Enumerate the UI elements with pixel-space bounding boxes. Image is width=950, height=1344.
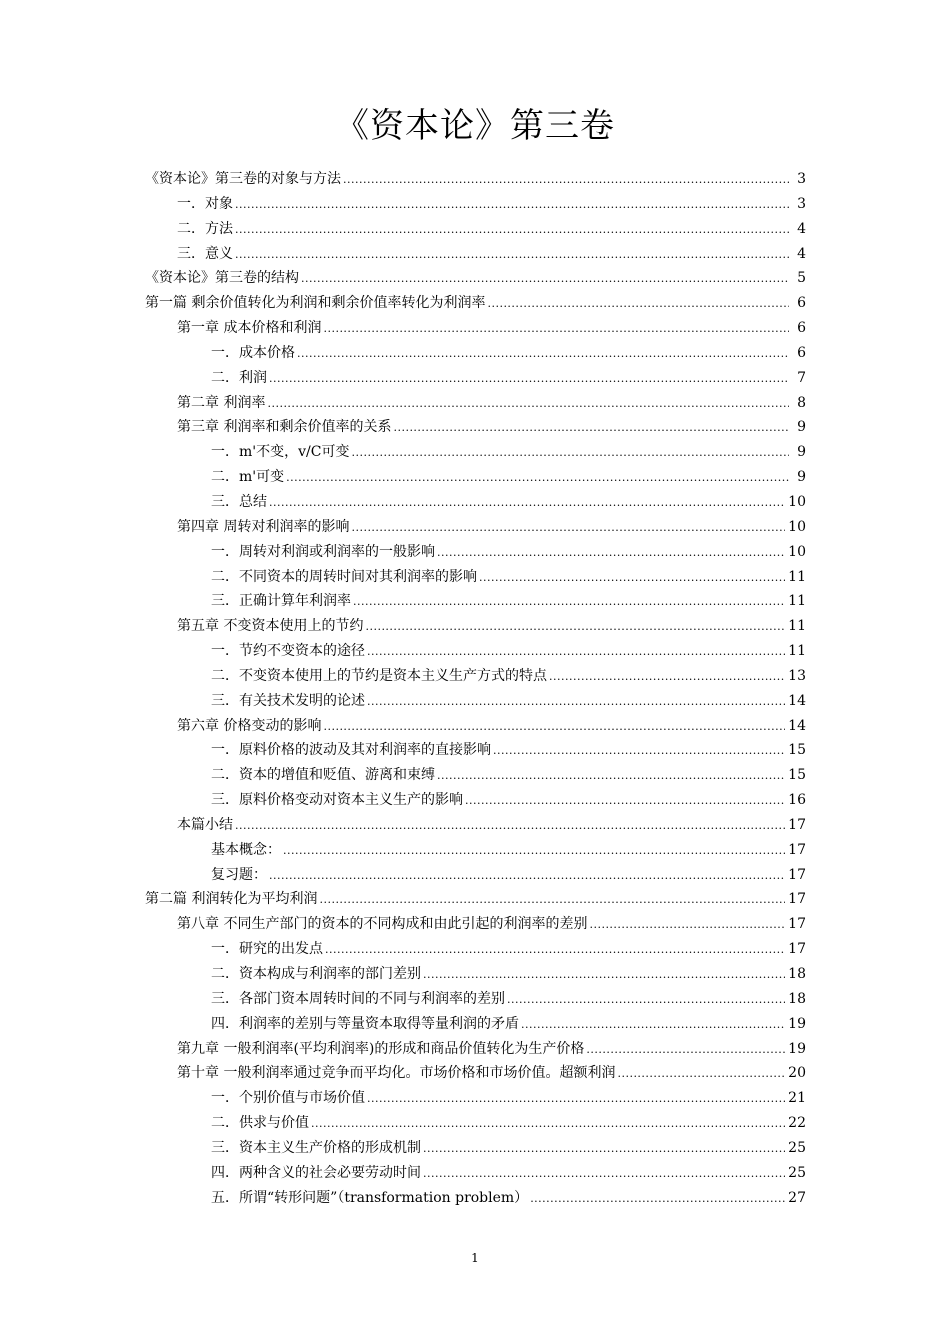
toc-entry-label: 第五章 不变资本使用上的节约 xyxy=(177,618,364,635)
toc-entry-page-number: 18 xyxy=(788,966,806,982)
toc-entry-page-number: 6 xyxy=(797,295,806,312)
toc-dot-leader xyxy=(269,491,785,516)
toc-dot-leader xyxy=(479,566,785,591)
toc-entry-page-number: 19 xyxy=(788,1015,806,1032)
toc-dot-leader xyxy=(617,1062,785,1087)
toc-entry-label: 第一章 成本价格和利润 xyxy=(177,320,322,337)
toc-entry-page-number: 22 xyxy=(788,1115,806,1132)
toc-dot-leader xyxy=(530,1187,785,1212)
toc-dot-leader xyxy=(325,938,785,963)
toc-dot-leader xyxy=(586,1038,785,1063)
toc-dot-leader xyxy=(235,218,789,243)
toc-entry[interactable] xyxy=(0,366,950,391)
toc-dot-leader xyxy=(423,1162,785,1187)
toc-dot-leader xyxy=(589,913,785,938)
toc-dot-leader xyxy=(487,292,789,317)
toc-entry-line xyxy=(177,192,806,218)
toc-entry-label: 二．方法 xyxy=(177,220,233,237)
toc-entry-page-number: 19 xyxy=(788,1040,806,1057)
toc-entry-line xyxy=(211,1086,806,1112)
toc-entry-line xyxy=(211,490,806,516)
toc-entry[interactable] xyxy=(0,440,950,465)
toc-dot-leader xyxy=(353,590,785,615)
toc-entry-label: 二．资本的增值和贬值、游离和束缚 xyxy=(211,767,435,784)
toc-entry-label: 第九章 一般利润率(平均利润率)的形成和商品价值转化为生产价格 xyxy=(177,1040,585,1057)
toc-entry-label: 二．不变资本使用上的节约是资本主义生产方式的特点 xyxy=(211,667,547,684)
toc-entry-line xyxy=(177,714,806,740)
toc-entry[interactable] xyxy=(0,589,950,614)
toc-entry-line xyxy=(177,415,806,441)
toc-entry[interactable] xyxy=(0,987,950,1012)
toc-entry[interactable] xyxy=(0,1186,950,1211)
toc-dot-leader xyxy=(351,516,785,541)
toc-dot-leader xyxy=(549,665,785,690)
toc-entry[interactable] xyxy=(0,962,950,987)
toc-entry-label: 一．m'不变，v/C可变 xyxy=(211,444,350,461)
toc-entry-label: 复习题： xyxy=(211,866,267,883)
toc-entry-line xyxy=(211,689,806,715)
toc-entry-line xyxy=(211,1111,806,1137)
toc-dot-leader xyxy=(437,541,785,566)
table-of-contents xyxy=(0,167,950,1210)
toc-entry[interactable] xyxy=(0,341,950,366)
toc-dot-leader xyxy=(367,640,785,665)
toc-entry-line xyxy=(177,614,806,640)
toc-entry-label: 五．所谓“转形问题”（transformation problem） xyxy=(211,1189,529,1206)
toc-entry-label: 第六章 价格变动的影响 xyxy=(177,717,322,734)
toc-entry[interactable] xyxy=(0,415,950,440)
document-title: 《资本论》第三卷 xyxy=(335,106,615,146)
toc-entry-line xyxy=(211,1136,806,1162)
toc-entry-line xyxy=(177,391,806,417)
toc-entry-page-number: 11 xyxy=(788,618,806,635)
toc-entry-line xyxy=(211,987,806,1013)
toc-entry-line xyxy=(211,863,806,889)
toc-entry[interactable] xyxy=(0,1012,950,1037)
toc-entry-label: 三．原料价格变动对资本主义生产的影响 xyxy=(211,792,463,809)
toc-entry-label: 一．原料价格的波动及其对利润率的直接影响 xyxy=(211,742,491,759)
toc-entry-page-number: 7 xyxy=(797,369,806,386)
toc-entry-label: 第四章 周转对利润率的影响 xyxy=(177,518,350,535)
toc-dot-leader xyxy=(493,739,785,764)
toc-entry-label: 二．资本构成与利润率的部门差别 xyxy=(211,966,421,982)
toc-entry-line xyxy=(211,465,806,491)
toc-entry-page-number: 13 xyxy=(788,667,806,684)
toc-entry-page-number: 5 xyxy=(797,270,806,287)
toc-entry-label: 一．周转对利润或利润率的一般影响 xyxy=(211,543,435,560)
toc-entry-label: 三．意义 xyxy=(177,245,233,262)
toc-entry[interactable] xyxy=(0,515,950,540)
toc-dot-leader xyxy=(283,839,785,864)
toc-entry[interactable] xyxy=(0,614,950,639)
toc-entry-page-number: 10 xyxy=(788,493,806,510)
toc-entry-line xyxy=(211,440,806,466)
toc-dot-leader xyxy=(323,317,789,342)
toc-entry-line xyxy=(177,217,806,243)
toc-entry-page-number: 14 xyxy=(788,692,806,709)
toc-entry-line xyxy=(211,1186,806,1212)
toc-entry[interactable] xyxy=(0,887,950,912)
toc-entry[interactable] xyxy=(0,714,950,739)
toc-entry-page-number: 4 xyxy=(797,220,806,237)
toc-entry-page-number: 25 xyxy=(788,1164,806,1181)
toc-dot-leader xyxy=(365,615,785,640)
toc-entry-line xyxy=(211,738,806,764)
toc-entry-label: 《资本论》第三卷的结构 xyxy=(145,270,299,287)
toc-entry-line xyxy=(211,565,806,591)
toc-dot-leader xyxy=(465,789,785,814)
toc-dot-leader xyxy=(311,1112,785,1137)
toc-entry-label: 四．两种含义的社会必要劳动时间 xyxy=(211,1164,421,1181)
toc-entry-label: 第一篇 剩余价值转化为利润和剩余价值率转化为利润率 xyxy=(145,295,486,312)
toc-dot-leader xyxy=(437,764,785,789)
toc-entry-page-number: 21 xyxy=(788,1090,806,1107)
toc-entry-label: 第十章 一般利润率通过竞争而平均化。市场价格和市场价值。超额利润 xyxy=(177,1065,616,1082)
toc-entry-label: 本篇小结 xyxy=(177,816,233,833)
toc-entry-line xyxy=(211,589,806,615)
toc-entry-label: 二．不同资本的周转时间对其利润率的影响 xyxy=(211,568,477,585)
toc-entry-page-number: 11 xyxy=(788,568,806,585)
toc-entry-line xyxy=(177,515,806,541)
toc-entry-line xyxy=(177,1037,806,1063)
toc-entry-label: 一．个别价值与市场价值 xyxy=(211,1090,365,1107)
toc-dot-leader xyxy=(423,963,785,988)
toc-entry[interactable] xyxy=(0,1161,950,1186)
toc-entry[interactable] xyxy=(0,167,950,192)
toc-entry-page-number: 10 xyxy=(788,518,806,535)
toc-entry-page-number: 6 xyxy=(797,344,806,361)
toc-entry-label: 一．节约不变资本的途径 xyxy=(211,643,365,660)
toc-entry-line xyxy=(211,366,806,392)
page-number: 1 xyxy=(471,1251,479,1265)
toc-dot-leader xyxy=(423,1137,785,1162)
toc-dot-leader xyxy=(235,243,789,268)
toc-entry[interactable] xyxy=(0,291,950,316)
toc-entry[interactable] xyxy=(0,1061,950,1086)
toc-entry-line xyxy=(211,838,806,864)
toc-dot-leader xyxy=(367,690,785,715)
toc-entry[interactable] xyxy=(0,1136,950,1161)
toc-entry-page-number: 16 xyxy=(788,792,806,809)
toc-entry-label: 二．利润 xyxy=(211,369,267,386)
toc-entry-label: 《资本论》第三卷的对象与方法 xyxy=(145,171,341,187)
toc-entry-label: 第二章 利润率 xyxy=(177,394,266,411)
toc-entry-line xyxy=(211,1161,806,1187)
toc-dot-leader xyxy=(367,1087,785,1112)
toc-entry-line xyxy=(145,167,806,193)
toc-entry[interactable] xyxy=(0,266,950,291)
toc-entry-line xyxy=(211,664,806,690)
toc-entry[interactable] xyxy=(0,1111,950,1136)
toc-entry-line xyxy=(177,813,806,839)
toc-entry-page-number: 17 xyxy=(788,941,806,958)
toc-entry-page-number: 17 xyxy=(788,916,806,933)
toc-entry[interactable] xyxy=(0,937,950,962)
toc-entry-page-number: 17 xyxy=(788,841,806,858)
toc-dot-leader xyxy=(235,193,789,218)
toc-entry-page-number: 9 xyxy=(797,444,806,461)
toc-dot-leader xyxy=(393,416,789,441)
toc-entry-label: 二．供求与价值 xyxy=(211,1115,309,1132)
toc-dot-leader xyxy=(297,342,789,367)
toc-entry-label: 第二篇 利润转化为平均利润 xyxy=(145,891,318,908)
toc-entry[interactable] xyxy=(0,763,950,788)
toc-dot-leader xyxy=(323,715,785,740)
toc-entry-page-number: 15 xyxy=(788,767,806,784)
toc-entry-line xyxy=(145,887,806,913)
toc-entry[interactable] xyxy=(0,664,950,689)
toc-entry[interactable] xyxy=(0,565,950,590)
toc-entry-page-number: 11 xyxy=(788,643,806,660)
toc-entry[interactable] xyxy=(0,316,950,341)
toc-entry-line xyxy=(145,266,806,292)
toc-entry[interactable] xyxy=(0,217,950,242)
toc-entry-page-number: 17 xyxy=(788,816,806,833)
toc-entry[interactable] xyxy=(0,391,950,416)
toc-entry[interactable] xyxy=(0,639,950,664)
toc-entry-line xyxy=(177,242,806,268)
toc-entry[interactable] xyxy=(0,738,950,763)
toc-dot-leader xyxy=(267,392,789,417)
toc-entry-label: 第八章 不同生产部门的资本的不同构成和由此引起的利润率的差别 xyxy=(177,916,588,933)
toc-entry-page-number: 9 xyxy=(797,469,806,486)
toc-dot-leader xyxy=(343,168,789,193)
toc-entry-label: 三．资本主义生产价格的形成机制 xyxy=(211,1139,421,1156)
toc-entry-page-number: 18 xyxy=(788,990,806,1007)
toc-entry-label: 一．对象 xyxy=(177,195,233,212)
toc-entry[interactable] xyxy=(0,490,950,515)
toc-entry-line xyxy=(211,763,806,789)
toc-entry-label: 一．成本价格 xyxy=(211,344,295,361)
toc-entry-line xyxy=(211,540,806,566)
toc-entry-page-number: 3 xyxy=(797,195,806,212)
toc-dot-leader xyxy=(507,988,785,1013)
toc-entry[interactable] xyxy=(0,788,950,813)
toc-dot-leader xyxy=(301,267,789,292)
toc-entry-page-number: 8 xyxy=(797,394,806,411)
toc-entry-line xyxy=(211,788,806,814)
toc-entry[interactable] xyxy=(0,813,950,838)
toc-dot-leader xyxy=(319,888,785,913)
toc-entry-label: 三．有关技术发明的论述 xyxy=(211,692,365,709)
toc-entry-page-number: 11 xyxy=(788,593,806,610)
toc-dot-leader xyxy=(269,864,785,889)
toc-entry[interactable] xyxy=(0,912,950,937)
toc-entry-label: 三．正确计算年利润率 xyxy=(211,593,351,610)
toc-entry-line xyxy=(145,291,806,317)
toc-entry-line xyxy=(211,1012,806,1038)
toc-entry-label: 三．各部门资本周转时间的不同与利润率的差别 xyxy=(211,990,505,1007)
toc-entry-label: 二．m'可变 xyxy=(211,469,285,486)
toc-entry-line xyxy=(211,937,806,963)
toc-dot-leader xyxy=(351,441,789,466)
toc-entry-page-number: 9 xyxy=(797,419,806,436)
toc-entry[interactable] xyxy=(0,838,950,863)
toc-entry-page-number: 20 xyxy=(788,1065,806,1082)
toc-dot-leader xyxy=(235,814,785,839)
toc-entry-page-number: 14 xyxy=(788,717,806,734)
toc-entry-label: 四．利润率的差别与等量资本取得等量利润的矛盾 xyxy=(211,1015,519,1032)
toc-entry-line xyxy=(211,962,806,988)
toc-entry-label: 基本概念： xyxy=(211,841,281,858)
toc-entry-page-number: 10 xyxy=(788,543,806,560)
toc-entry-page-number: 17 xyxy=(788,866,806,883)
toc-entry[interactable] xyxy=(0,540,950,565)
toc-entry-page-number: 6 xyxy=(797,320,806,337)
toc-entry-line xyxy=(177,1061,806,1087)
toc-entry-line xyxy=(177,316,806,342)
toc-entry[interactable] xyxy=(0,192,950,217)
toc-entry-label: 第三章 利润率和剩余价值率的关系 xyxy=(177,419,392,436)
toc-entry-page-number: 25 xyxy=(788,1139,806,1156)
toc-entry-page-number: 17 xyxy=(788,891,806,908)
toc-entry[interactable] xyxy=(0,1037,950,1062)
toc-entry[interactable] xyxy=(0,1086,950,1111)
toc-entry-page-number: 3 xyxy=(797,171,806,187)
toc-entry-label: 三．总结 xyxy=(211,493,267,510)
toc-dot-leader xyxy=(521,1013,785,1038)
toc-entry-label: 一．研究的出发点 xyxy=(211,941,323,958)
toc-entry-page-number: 4 xyxy=(797,245,806,262)
toc-entry-page-number: 27 xyxy=(788,1189,806,1206)
toc-entry-line xyxy=(177,912,806,938)
toc-entry-line xyxy=(211,639,806,665)
toc-entry[interactable] xyxy=(0,863,950,888)
toc-entry[interactable] xyxy=(0,242,950,267)
toc-entry-line xyxy=(211,341,806,367)
toc-entry[interactable] xyxy=(0,689,950,714)
toc-dot-leader xyxy=(269,367,789,392)
toc-dot-leader xyxy=(286,466,789,491)
toc-entry[interactable] xyxy=(0,465,950,490)
toc-entry-page-number: 15 xyxy=(788,742,806,759)
